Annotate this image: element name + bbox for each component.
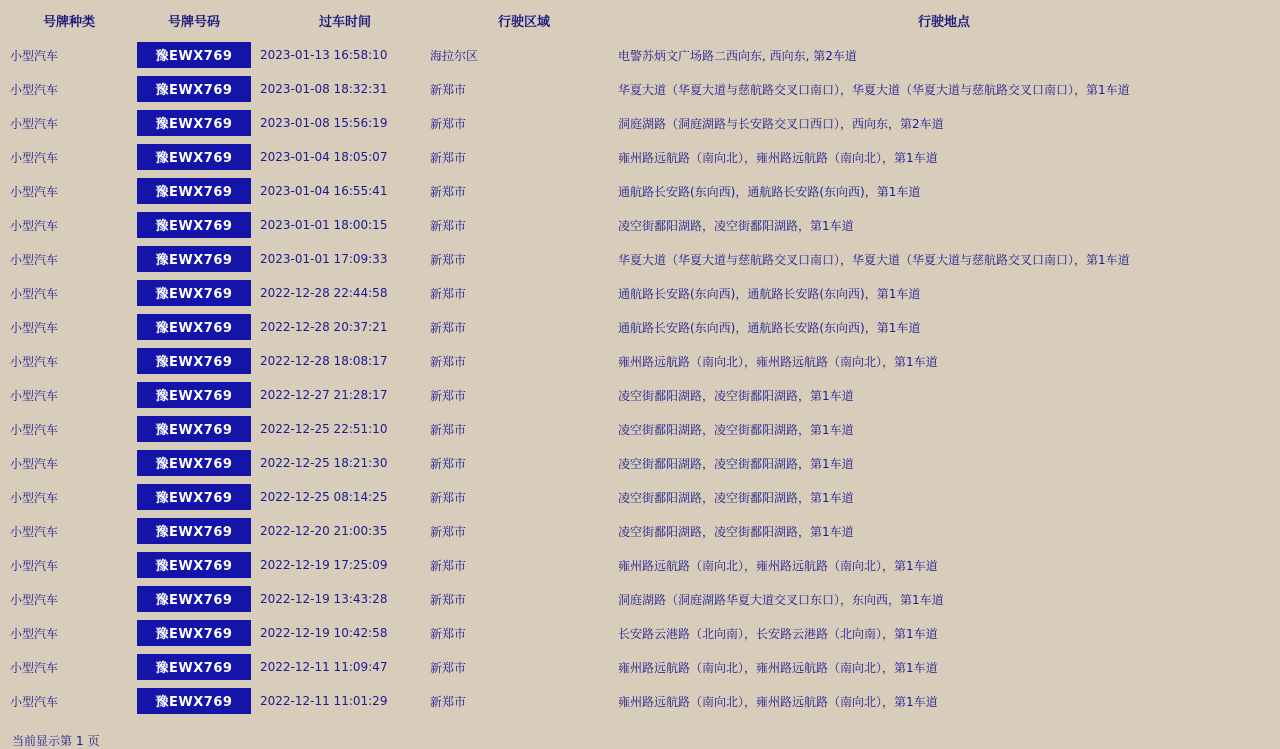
plate-badge: 豫EWX769 (137, 620, 251, 646)
cell-pass-time: 2022-12-25 18:21:30 (260, 456, 388, 470)
cell-location: 华夏大道（华夏大道与慈航路交叉口南口），华夏大道（华夏大道与慈航路交叉口南口），第1车道 (618, 82, 1130, 97)
cell-area: 新郑市 (430, 320, 467, 335)
cell-plate-type: 小型汽车 (10, 490, 59, 505)
cell-plate-type: 小型汽车 (10, 388, 59, 403)
table-row[interactable] (10, 616, 1270, 650)
cell-plate-type: 小型汽车 (10, 592, 59, 607)
column-header-area: 行驶区域 (497, 15, 550, 30)
vehicle-records-table (10, 8, 1270, 718)
table-row[interactable] (10, 140, 1270, 174)
cell-pass-time: 2022-12-11 11:01:29 (260, 694, 388, 708)
cell-area: 新郑市 (430, 592, 467, 607)
table-row[interactable] (10, 72, 1270, 106)
cell-location: 通航路长安路(东向西)，通航路长安路(东向西)，第1车道 (618, 320, 921, 335)
cell-plate-number (128, 140, 260, 174)
cell-location: 雍州路远航路（南向北），雍州路远航路（南向北），第1车道 (618, 558, 938, 573)
cell-plate-type: 小型汽车 (10, 558, 59, 573)
cell-area: 新郑市 (430, 150, 467, 165)
pagination-suffix: 页 (87, 734, 100, 748)
cell-plate-type: 小型汽车 (10, 48, 59, 63)
cell-plate-number (128, 106, 260, 140)
cell-plate-type: 小型汽车 (10, 286, 59, 301)
cell-plate-number (128, 480, 260, 514)
plate-badge: 豫EWX769 (137, 144, 251, 170)
cell-pass-time: 2023-01-08 18:32:31 (260, 82, 388, 96)
cell-pass-time: 2022-12-28 20:37:21 (260, 320, 388, 334)
pagination-page-number: 1 (76, 734, 84, 748)
column-header-plate-number: 号牌号码 (167, 15, 220, 30)
table-row[interactable] (10, 548, 1270, 582)
cell-pass-time: 2022-12-19 13:43:28 (260, 592, 388, 606)
cell-plate-type: 小型汽车 (10, 660, 59, 675)
cell-pass-time: 2023-01-04 16:55:41 (260, 184, 388, 198)
plate-badge: 豫EWX769 (137, 110, 251, 136)
plate-badge: 豫EWX769 (137, 178, 251, 204)
cell-plate-type: 小型汽车 (10, 82, 59, 97)
table-row[interactable] (10, 514, 1270, 548)
cell-pass-time: 2022-12-11 11:09:47 (260, 660, 388, 674)
table-row[interactable] (10, 310, 1270, 344)
cell-pass-time: 2022-12-19 10:42:58 (260, 626, 388, 640)
cell-plate-type: 小型汽车 (10, 116, 59, 131)
cell-location: 洞庭湖路（洞庭湖路与长安路交叉口西口），西向东，第2车道 (618, 116, 944, 131)
table-body (10, 38, 1270, 718)
table-row[interactable] (10, 106, 1270, 140)
table-row[interactable] (10, 446, 1270, 480)
cell-pass-time: 2022-12-28 18:08:17 (260, 354, 388, 368)
cell-plate-type: 小型汽车 (10, 184, 59, 199)
plate-badge: 豫EWX769 (137, 76, 251, 102)
cell-plate-type: 小型汽车 (10, 422, 59, 437)
cell-area: 新郑市 (430, 218, 467, 233)
cell-plate-number (128, 38, 260, 72)
cell-area: 新郑市 (430, 660, 467, 675)
plate-badge: 豫EWX769 (137, 416, 251, 442)
cell-location: 长安路云港路（北向南），长安路云港路（北向南），第1车道 (618, 626, 938, 641)
cell-location: 雍州路远航路（南向北），雍州路远航路（南向北），第1车道 (618, 694, 938, 709)
cell-location: 凌空街鄱阳湖路，凌空街鄱阳湖路，第1车道 (618, 218, 854, 233)
plate-badge: 豫EWX769 (137, 586, 251, 612)
cell-plate-number (128, 276, 260, 310)
cell-area: 新郑市 (430, 558, 467, 573)
cell-area: 新郑市 (430, 252, 467, 267)
cell-location: 洞庭湖路（洞庭湖路华夏大道交叉口东口），东向西，第1车道 (618, 592, 944, 607)
cell-location: 凌空街鄱阳湖路，凌空街鄱阳湖路，第1车道 (618, 456, 854, 471)
table-row[interactable] (10, 650, 1270, 684)
cell-plate-number (128, 616, 260, 650)
cell-location: 电警苏炳文广场路二西向东, 西向东, 第2车道 (618, 48, 857, 63)
plate-badge: 豫EWX769 (137, 348, 251, 374)
cell-plate-number (128, 548, 260, 582)
column-header-location: 行驶地点 (917, 15, 970, 30)
cell-pass-time: 2022-12-27 21:28:17 (260, 388, 388, 402)
cell-pass-time: 2022-12-20 21:00:35 (260, 524, 388, 538)
cell-area: 新郑市 (430, 286, 467, 301)
cell-area: 新郑市 (430, 490, 467, 505)
cell-plate-number (128, 582, 260, 616)
column-header-pass-time: 过车时间 (318, 15, 371, 30)
table-row[interactable] (10, 208, 1270, 242)
cell-plate-type: 小型汽车 (10, 626, 59, 641)
cell-plate-type: 小型汽车 (10, 252, 59, 267)
cell-pass-time: 2022-12-25 08:14:25 (260, 490, 388, 504)
cell-area: 新郑市 (430, 116, 467, 131)
cell-plate-number (128, 72, 260, 106)
cell-plate-number (128, 650, 260, 684)
cell-location: 凌空街鄱阳湖路，凌空街鄱阳湖路，第1车道 (618, 388, 854, 403)
cell-pass-time: 2022-12-28 22:44:58 (260, 286, 388, 300)
plate-badge: 豫EWX769 (137, 314, 251, 340)
cell-area: 新郑市 (430, 694, 467, 709)
cell-pass-time: 2022-12-25 22:51:10 (260, 422, 388, 436)
cell-area: 新郑市 (430, 184, 467, 199)
plate-badge: 豫EWX769 (137, 382, 251, 408)
cell-location: 通航路长安路(东向西)，通航路长安路(东向西)，第1车道 (618, 286, 921, 301)
table-row[interactable] (10, 174, 1270, 208)
cell-pass-time: 2023-01-08 15:56:19 (260, 116, 388, 130)
cell-plate-type: 小型汽车 (10, 354, 59, 369)
cell-pass-time: 2023-01-13 16:58:10 (260, 48, 388, 62)
plate-badge: 豫EWX769 (137, 212, 251, 238)
cell-plate-type: 小型汽车 (10, 694, 59, 709)
table-row[interactable] (10, 412, 1270, 446)
table-row[interactable] (10, 582, 1270, 616)
plate-badge: 豫EWX769 (137, 688, 251, 714)
table-row[interactable] (10, 684, 1270, 718)
cell-area: 新郑市 (430, 422, 467, 437)
plate-badge: 豫EWX769 (137, 280, 251, 306)
table-row[interactable] (10, 480, 1270, 514)
cell-plate-type: 小型汽车 (10, 524, 59, 539)
cell-plate-number (128, 310, 260, 344)
cell-pass-time: 2023-01-01 18:00:15 (260, 218, 388, 232)
cell-plate-number (128, 446, 260, 480)
cell-location: 凌空街鄱阳湖路，凌空街鄱阳湖路，第1车道 (618, 490, 854, 505)
plate-badge: 豫EWX769 (137, 518, 251, 544)
table-row[interactable] (10, 276, 1270, 310)
cell-plate-type: 小型汽车 (10, 320, 59, 335)
plate-badge: 豫EWX769 (137, 42, 251, 68)
cell-location: 雍州路远航路（南向北），雍州路远航路（南向北），第1车道 (618, 354, 938, 369)
cell-location: 华夏大道（华夏大道与慈航路交叉口南口），华夏大道（华夏大道与慈航路交叉口南口），第1车道 (618, 252, 1130, 267)
table-row[interactable] (10, 344, 1270, 378)
cell-location: 凌空街鄱阳湖路，凌空街鄱阳湖路，第1车道 (618, 422, 854, 437)
cell-area: 新郑市 (430, 456, 467, 471)
plate-badge: 豫EWX769 (137, 654, 251, 680)
plate-badge: 豫EWX769 (137, 450, 251, 476)
cell-area: 新郑市 (430, 524, 467, 539)
cell-area: 新郑市 (430, 626, 467, 641)
cell-location: 通航路长安路(东向西)，通航路长安路(东向西)，第1车道 (618, 184, 921, 199)
pagination-prefix: 当前显示第 (12, 734, 73, 748)
cell-location: 雍州路远航路（南向北），雍州路远航路（南向北），第1车道 (618, 150, 938, 165)
cell-location: 凌空街鄱阳湖路，凌空街鄱阳湖路，第1车道 (618, 524, 854, 539)
cell-pass-time: 2023-01-01 17:09:33 (260, 252, 388, 266)
cell-pass-time: 2023-01-04 18:05:07 (260, 150, 388, 164)
cell-area: 新郑市 (430, 82, 467, 97)
pagination-status (12, 732, 1280, 749)
cell-plate-number (128, 344, 260, 378)
plate-badge: 豫EWX769 (137, 484, 251, 510)
table-row[interactable] (10, 242, 1270, 276)
cell-plate-number (128, 208, 260, 242)
plate-badge: 豫EWX769 (137, 552, 251, 578)
cell-plate-number (128, 174, 260, 208)
plate-badge: 豫EWX769 (137, 246, 251, 272)
cell-plate-type: 小型汽车 (10, 150, 59, 165)
cell-plate-type: 小型汽车 (10, 218, 59, 233)
cell-plate-number (128, 412, 260, 446)
cell-pass-time: 2022-12-19 17:25:09 (260, 558, 388, 572)
cell-location: 雍州路远航路（南向北），雍州路远航路（南向北），第1车道 (618, 660, 938, 675)
table-header-row (10, 8, 1270, 38)
cell-area: 新郑市 (430, 388, 467, 403)
cell-plate-number (128, 514, 260, 548)
cell-area: 海拉尔区 (430, 48, 479, 63)
cell-plate-number (128, 378, 260, 412)
table-header (10, 8, 1270, 38)
cell-plate-type: 小型汽车 (10, 456, 59, 471)
table-row[interactable] (10, 378, 1270, 412)
cell-area: 新郑市 (430, 354, 467, 369)
cell-plate-number (128, 684, 260, 718)
cell-plate-number (128, 242, 260, 276)
table-row[interactable] (10, 38, 1270, 72)
column-header-plate-type: 号牌种类 (42, 15, 95, 30)
